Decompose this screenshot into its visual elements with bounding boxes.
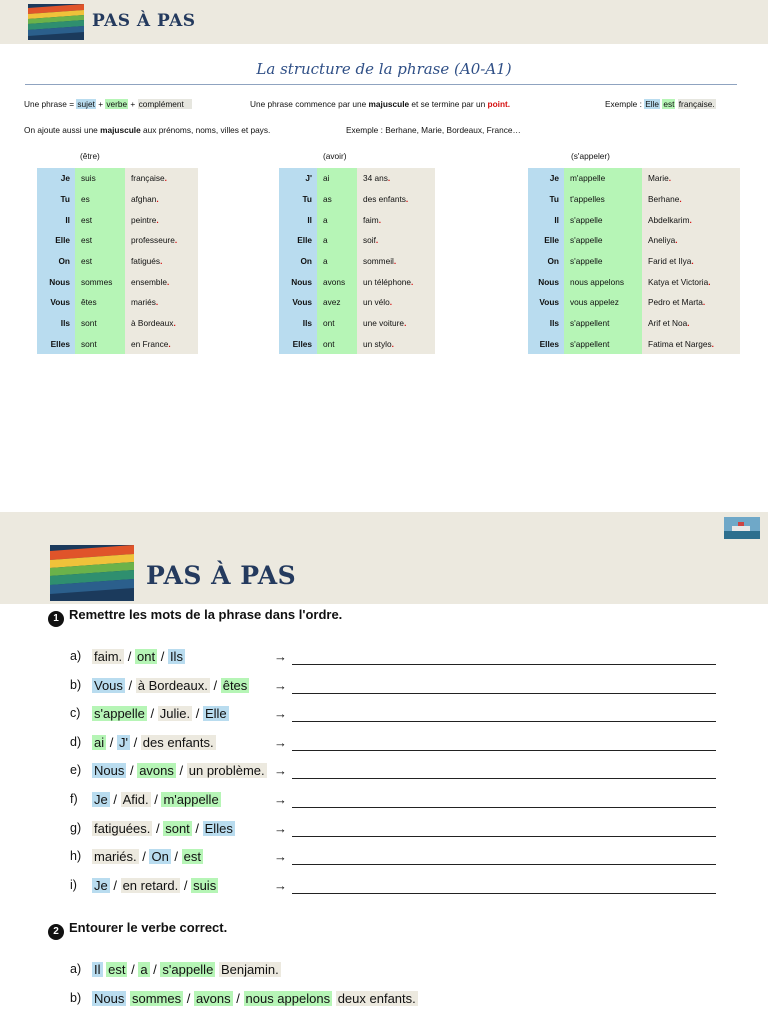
item-label: d) xyxy=(70,734,82,749)
answer-line[interactable] xyxy=(292,836,716,837)
complement-cell: afghan. xyxy=(125,189,198,210)
page-title: La structure de la phrase (A0-A1) xyxy=(256,60,512,78)
complement-cell: des enfants. xyxy=(357,189,435,210)
verb-choice[interactable]: avons xyxy=(195,990,231,1006)
complement-cell: fatigués. xyxy=(125,251,198,272)
arrow-icon: → xyxy=(274,849,287,865)
verb-cell: s'appellent xyxy=(564,313,642,334)
word-chip: suis xyxy=(193,877,217,893)
pronoun-cell: On xyxy=(528,251,564,272)
verb-cell: t'appelles xyxy=(564,189,642,210)
word-chip: Elles xyxy=(204,820,233,836)
verb-cell: suis xyxy=(75,168,125,189)
answer-line[interactable] xyxy=(292,807,716,808)
word-chip: Nous xyxy=(94,763,125,779)
verb-etre-label: (être) xyxy=(80,151,100,161)
conjugation-row xyxy=(37,313,198,334)
complement-cell: Farid et Ilya. xyxy=(642,251,740,272)
word-chip: ont xyxy=(137,649,156,664)
word-chip: Je xyxy=(94,792,108,807)
arrow-icon: → xyxy=(274,677,287,693)
complement-cell: Marie. xyxy=(642,168,740,189)
item-label: e) xyxy=(70,763,82,778)
brand-logo-image xyxy=(28,4,84,40)
arrow-icon: → xyxy=(274,877,287,893)
answer-line[interactable] xyxy=(292,864,716,865)
item-label: i) xyxy=(70,877,77,892)
brand-title: PAS À PAS xyxy=(146,561,297,590)
item-label: b) xyxy=(70,990,82,1005)
verb-cell: vous appelez xyxy=(564,292,642,313)
word-chip: Elle xyxy=(204,706,227,722)
complement-cell: Arif et Noa. xyxy=(642,313,740,334)
word-chip: est xyxy=(183,849,201,865)
word-chip: mariés. xyxy=(94,849,137,865)
scrambled-words: s'appelle / Julie. / Elle xyxy=(94,706,227,722)
verb-cell: a xyxy=(317,251,357,272)
word-chip: ai xyxy=(94,734,105,750)
answer-line[interactable] xyxy=(292,693,716,694)
pronoun-cell: Vous xyxy=(37,292,75,313)
answer-line[interactable] xyxy=(292,721,716,722)
answer-line[interactable] xyxy=(292,893,716,894)
arrow-icon: → xyxy=(274,763,287,779)
brand-title: PAS À PAS xyxy=(92,11,196,31)
scrambled-words: Vous / à Bordeaux. / êtes xyxy=(94,677,248,693)
complement-cell: un vélo. xyxy=(357,292,435,313)
verb-cell: est xyxy=(75,230,125,251)
pronoun-cell: On xyxy=(37,251,75,272)
verb-cell: ai xyxy=(317,168,357,189)
capital-names-rule: On ajoute aussi une majuscule aux prénoms, noms, villes et pays. xyxy=(24,125,271,135)
conjugation-table-sappeler xyxy=(528,168,740,354)
pronoun-cell: Tu xyxy=(37,189,75,210)
verb-cell: m'appelle xyxy=(564,168,642,189)
pronoun-cell: Je xyxy=(528,168,564,189)
scrambled-words: ai / J' / des enfants. xyxy=(94,734,214,750)
scrambled-words: mariés. / On / est xyxy=(94,849,201,865)
pronoun-cell: Il xyxy=(528,209,564,230)
scrambled-words: Je / en retard. / suis xyxy=(94,877,217,893)
complement-cell: à Bordeaux. xyxy=(125,313,198,334)
verb-cell: est xyxy=(75,251,125,272)
answer-line[interactable] xyxy=(292,778,716,779)
complement-cell: en France. xyxy=(125,334,198,355)
pronoun-cell: Ils xyxy=(37,313,75,334)
pronoun-cell: Ils xyxy=(279,313,317,334)
pronoun-cell: Il xyxy=(279,209,317,230)
page1-header xyxy=(0,0,768,44)
verb-cell: es xyxy=(75,189,125,210)
conjugation-row xyxy=(279,189,435,210)
item-label: a) xyxy=(70,649,82,663)
verb-cell: avez xyxy=(317,292,357,313)
verb-choice[interactable]: sommes xyxy=(131,990,182,1006)
word-chip: avons xyxy=(139,763,174,779)
word-chip: fatiguées. xyxy=(94,820,151,836)
item-label: h) xyxy=(70,849,82,864)
verb-cell: est xyxy=(75,209,125,230)
word-chip: un problème. xyxy=(188,763,265,779)
pronoun-cell: Vous xyxy=(279,292,317,313)
arrow-icon: → xyxy=(274,792,287,807)
pronoun-cell: Tu xyxy=(279,189,317,210)
complement-cell: Abdelkarim. xyxy=(642,209,740,230)
complement-cell: mariés. xyxy=(125,292,198,313)
example-sentence: Exemple : Elle est française. xyxy=(605,99,715,109)
pronoun-cell: Elles xyxy=(37,334,75,355)
complement-cell: peintre. xyxy=(125,209,198,230)
word-chip: à Bordeaux. xyxy=(137,677,208,693)
pronoun-cell: Elle xyxy=(528,230,564,251)
pronoun-cell: Elle xyxy=(279,230,317,251)
complement-cell: un téléphone. xyxy=(357,271,435,292)
conjugation-row xyxy=(279,334,435,355)
title-divider xyxy=(25,84,737,85)
scrambled-words: Je / Afid. / m'appelle xyxy=(94,792,219,807)
conjugation-row xyxy=(528,313,740,334)
arrow-icon: → xyxy=(274,734,287,750)
complement-cell: Berhane. xyxy=(642,189,740,210)
word-chip: s'appelle xyxy=(94,706,145,722)
verb-cell: nous appelons xyxy=(564,271,642,292)
brand-logo-image xyxy=(50,545,134,601)
pronoun-cell: Il xyxy=(37,209,75,230)
conjugation-row xyxy=(37,292,198,313)
word-chip: Julie. xyxy=(159,706,191,722)
word-chip: On xyxy=(151,849,169,865)
verb-cell: avons xyxy=(317,271,357,292)
verb-cell: ont xyxy=(317,313,357,334)
verb-cell: s'appelle xyxy=(564,251,642,272)
conjugation-row xyxy=(528,271,740,292)
conjugation-row xyxy=(279,292,435,313)
arrow-icon: → xyxy=(274,706,287,722)
verb-sappeler-label: (s'appeler) xyxy=(571,151,610,161)
pronoun-cell: Elles xyxy=(528,334,564,355)
verb-cell: as xyxy=(317,189,357,210)
conjugation-table-etre xyxy=(37,168,198,354)
sentence-choices: Nous sommes / avons / nous appelons deux enfants. xyxy=(94,990,416,1006)
complement-cell: Fatima et Narges. xyxy=(642,334,740,355)
word-chip: J' xyxy=(118,734,128,750)
verb-cell: s'appelle xyxy=(564,230,642,251)
verb-choice[interactable]: s'appelle xyxy=(162,962,214,977)
complement-cell: Katya et Victoria. xyxy=(642,271,740,292)
pronoun-cell: Nous xyxy=(528,271,564,292)
item-label: a) xyxy=(70,962,82,976)
pronoun-cell: Je xyxy=(37,168,75,189)
capital-point-rule: Une phrase commence par une majuscule et se termine par un point. xyxy=(250,99,511,109)
complement-cell: 34 ans. xyxy=(357,168,435,189)
complement-cell: une voiture. xyxy=(357,313,435,334)
complement-cell: sommeil. xyxy=(357,251,435,272)
conjugation-row xyxy=(279,313,435,334)
boat-thumbnail-image xyxy=(724,517,760,539)
scrambled-words: faim. / ont / Ils xyxy=(94,649,183,664)
exercise1-heading: 1 Remettre les mots de la phrase dans l'ordre. xyxy=(48,607,342,627)
item-label: f) xyxy=(70,792,78,806)
conjugation-row xyxy=(528,251,740,272)
conjugation-row xyxy=(528,189,740,210)
complement-cell: Pedro et Marta. xyxy=(642,292,740,313)
conjugation-row xyxy=(279,271,435,292)
pronoun-cell: On xyxy=(279,251,317,272)
complement-cell: Aneliya. xyxy=(642,230,740,251)
word-chip: des enfants. xyxy=(142,734,214,750)
conjugation-row xyxy=(37,271,198,292)
verb-cell: ont xyxy=(317,334,357,355)
verb-choice[interactable]: est xyxy=(108,962,126,977)
item-label: g) xyxy=(70,820,82,835)
conjugation-row xyxy=(279,168,435,189)
sentence-choices: Il est / a / s'appelle Benjamin. xyxy=(94,962,279,977)
word-chip: Afid. xyxy=(122,792,149,807)
conjugation-row xyxy=(279,209,435,230)
pronoun-cell: J' xyxy=(279,168,317,189)
arrow-icon: → xyxy=(274,820,287,836)
phrase-formula: Une phrase = sujet + verbe + complément xyxy=(24,99,192,109)
conjugation-row xyxy=(528,334,740,355)
word-chip: sont xyxy=(165,820,190,836)
word-chip: Ils xyxy=(169,649,183,664)
answer-line[interactable] xyxy=(292,750,716,751)
names-example: Exemple : Berhane, Marie, Bordeaux, France… xyxy=(346,125,521,135)
complement-cell: ensemble. xyxy=(125,271,198,292)
conjugation-table-avoir xyxy=(279,168,435,354)
conjugation-row xyxy=(528,168,740,189)
word-chip: deux enfants. xyxy=(337,990,416,1006)
item-label: c) xyxy=(70,706,81,721)
conjugation-row xyxy=(279,251,435,272)
pronoun-cell: Ils xyxy=(528,313,564,334)
scrambled-words: Nous / avons / un problème. xyxy=(94,763,265,779)
word-chip: Nous xyxy=(94,990,125,1006)
conjugation-row xyxy=(37,189,198,210)
conjugation-row xyxy=(37,251,198,272)
verb-avoir-label: (avoir) xyxy=(323,151,347,161)
verb-cell: êtes xyxy=(75,292,125,313)
complement-cell: soif. xyxy=(357,230,435,251)
word-chip: en retard. xyxy=(122,877,179,893)
pronoun-cell: Vous xyxy=(528,292,564,313)
item-label: b) xyxy=(70,677,82,692)
pronoun-cell: Tu xyxy=(528,189,564,210)
complement-cell: française. xyxy=(125,168,198,189)
verb-cell: sont xyxy=(75,313,125,334)
verb-choice[interactable]: a xyxy=(140,962,148,977)
complement-cell: professeure. xyxy=(125,230,198,251)
conjugation-row xyxy=(37,168,198,189)
conjugation-row xyxy=(37,230,198,251)
verb-cell: a xyxy=(317,230,357,251)
word-chip: êtes xyxy=(222,677,248,693)
word-chip: faim. xyxy=(94,649,123,664)
word-chip: m'appelle xyxy=(163,792,219,807)
answer-line[interactable] xyxy=(292,664,716,665)
verb-cell: sommes xyxy=(75,271,125,292)
pronoun-cell: Elles xyxy=(279,334,317,355)
conjugation-row xyxy=(279,230,435,251)
pronoun-cell: Elle xyxy=(37,230,75,251)
verb-cell: sont xyxy=(75,334,125,355)
scrambled-words: fatiguées. / sont / Elles xyxy=(94,820,233,836)
word-chip: Il xyxy=(94,962,101,977)
conjugation-row xyxy=(37,209,198,230)
word-chip: Je xyxy=(94,877,108,893)
pronoun-cell: Nous xyxy=(37,271,75,292)
pronoun-cell: Nous xyxy=(279,271,317,292)
word-chip: Benjamin. xyxy=(220,962,279,977)
verb-choice[interactable]: nous appelons xyxy=(245,990,331,1006)
verb-cell: a xyxy=(317,209,357,230)
verb-cell: s'appellent xyxy=(564,334,642,355)
exercise1-number: 1 xyxy=(48,611,64,627)
conjugation-row xyxy=(528,230,740,251)
conjugation-row xyxy=(528,292,740,313)
conjugation-row xyxy=(528,209,740,230)
verb-cell: s'appelle xyxy=(564,209,642,230)
arrow-icon: → xyxy=(274,649,287,664)
word-chip: Vous xyxy=(94,677,123,693)
complement-cell: un stylo. xyxy=(357,334,435,355)
conjugation-row xyxy=(37,334,198,355)
exercise2-heading: 2 Entourer le verbe correct. xyxy=(48,920,227,940)
complement-cell: faim. xyxy=(357,209,435,230)
exercise2-number: 2 xyxy=(48,924,64,940)
